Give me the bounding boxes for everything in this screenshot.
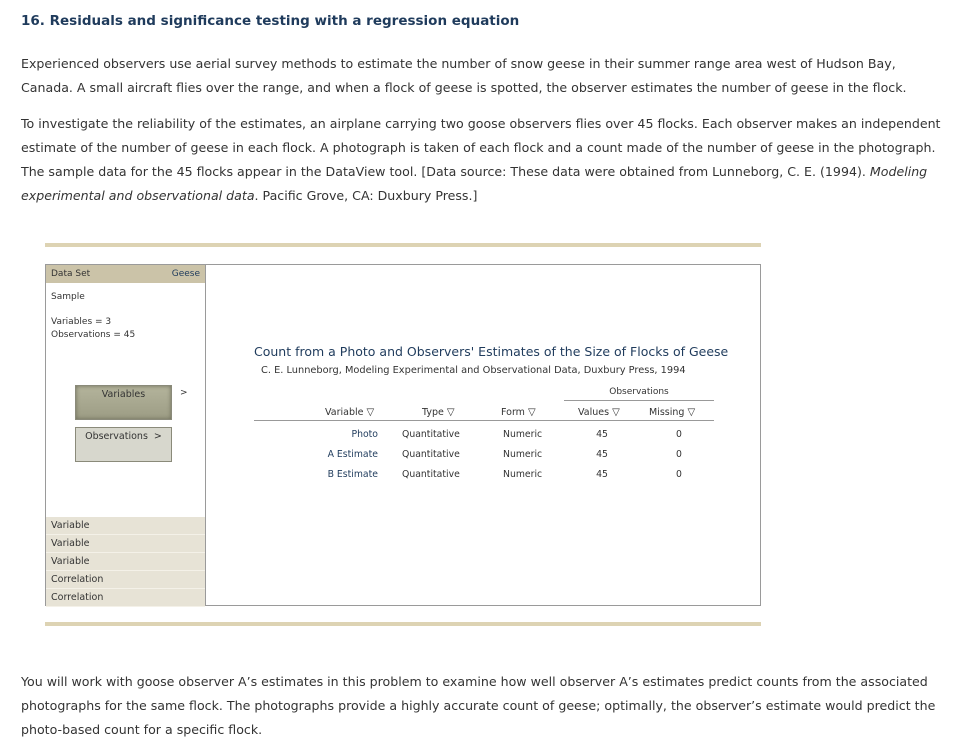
sort-triangle-icon[interactable]: ▽: [366, 407, 375, 418]
table-title: Count from a Photo and Observers' Estimates of the Size of Flocks of Geese: [254, 344, 729, 359]
col-header-form[interactable]: [501, 407, 536, 418]
variables-arrow-icon: >: [180, 388, 188, 398]
dataview-sidebar: [46, 265, 206, 605]
observations-button[interactable]: Observations >: [75, 427, 172, 462]
table-row-values: 45: [596, 429, 608, 440]
sort-triangle-icon[interactable]: ▽: [612, 407, 620, 418]
divider-bottom: [45, 622, 761, 626]
list-item-correlation-1[interactable]: Correlation: [46, 571, 205, 589]
sample-label: Sample: [51, 292, 85, 302]
table-row-missing: 0: [676, 429, 682, 440]
col-header-variable[interactable]: [325, 407, 374, 418]
list-item-variable-2[interactable]: Variable: [46, 535, 205, 553]
sort-triangle-icon[interactable]: ▽: [527, 407, 536, 418]
table-row-type: Quantitative: [402, 469, 460, 480]
variables-button[interactable]: Variables: [75, 385, 172, 420]
table-row-values: 45: [596, 469, 608, 480]
header-underline: [254, 420, 714, 421]
problem-title: 16. Residuals and significance testing with a regression equation: [21, 13, 520, 29]
source-title: Modeling experimental and observational data: [21, 164, 928, 203]
table-row-form: Numeric: [503, 449, 543, 460]
divider-top: [45, 243, 761, 247]
table-row-type: Quantitative: [402, 449, 460, 460]
list-item-correlation-2[interactable]: Correlation: [46, 589, 205, 607]
table-row-variable[interactable]: Photo: [351, 429, 378, 440]
sort-triangle-icon[interactable]: ▽: [687, 407, 696, 418]
col-header-type[interactable]: [422, 407, 455, 418]
list-item-variable-1[interactable]: Variable: [46, 517, 205, 535]
list-item-variable-3[interactable]: Variable: [46, 553, 205, 571]
table-row-values: 45: [596, 449, 608, 460]
col-header-values-label: Values: [578, 407, 610, 418]
dataset-header: [46, 265, 205, 283]
variables-panel: [206, 265, 760, 605]
table-row-form: Numeric: [503, 429, 543, 440]
task-paragraph: You will work with goose observer A’s estimates in this problem to examine how well observer A’s estimates predict counts from the associated photographs for the same flock. The photographs provide a highly accurate count of geese; optimally, the observer’s estimate would predict the photo-based count for a specific flock.: [21, 674, 936, 737]
observations-count: Observations = 45: [51, 330, 136, 340]
intro-paragraph: Experienced observers use aerial survey methods to estimate the number of snow geese in their summer range area west of Hudson Bay, Canada. A small aircraft flies over the range, and when a flock of geese is spotted, the observer estimates the number of geese in the flock.: [21, 56, 907, 95]
group-header-underline: [564, 400, 714, 401]
study-text: To investigate the reliability of the estimates, an airplane carrying two goose observers flies over 45 flocks. Each observer makes an independent estimate of the number of geese in each flock. A photograph is taken of each flock and a count made of the number of geese in the photograph. The sample data for the 45 flocks appear in the DataView tool. [Data source: These data were obtained from Lunneborg, C. E. (1994).: [21, 116, 941, 179]
variables-count: Variables = 3: [51, 317, 112, 327]
col-header-missing[interactable]: [649, 407, 695, 418]
col-header-missing-label: Missing: [649, 407, 685, 418]
dataset-label: Data Set: [51, 269, 91, 279]
table-subtitle: C. E. Lunneborg, Modeling Experimental and Observational Data, Duxbury Press, 1994: [261, 365, 686, 376]
analysis-list: [46, 517, 205, 607]
col-header-form-label: Form: [501, 407, 525, 418]
table-row-type: Quantitative: [402, 429, 460, 440]
sort-triangle-icon[interactable]: ▽: [446, 407, 455, 418]
table-row-variable[interactable]: B Estimate: [327, 469, 378, 480]
table-row-form: Numeric: [503, 469, 543, 480]
study-paragraph: [21, 112, 941, 208]
table-row-variable[interactable]: A Estimate: [327, 449, 378, 460]
source-publisher: . Pacific Grove, CA: Duxbury Press.]: [254, 188, 478, 203]
observations-group-header: Observations: [609, 387, 669, 397]
col-header-variable-label: Variable: [325, 407, 364, 418]
table-row-missing: 0: [676, 449, 682, 460]
col-header-type-label: Type: [422, 407, 444, 418]
dataset-name: Geese: [171, 269, 200, 279]
table-row-missing: 0: [676, 469, 682, 480]
dataview-tool: [45, 264, 761, 606]
col-header-values[interactable]: [578, 407, 620, 418]
